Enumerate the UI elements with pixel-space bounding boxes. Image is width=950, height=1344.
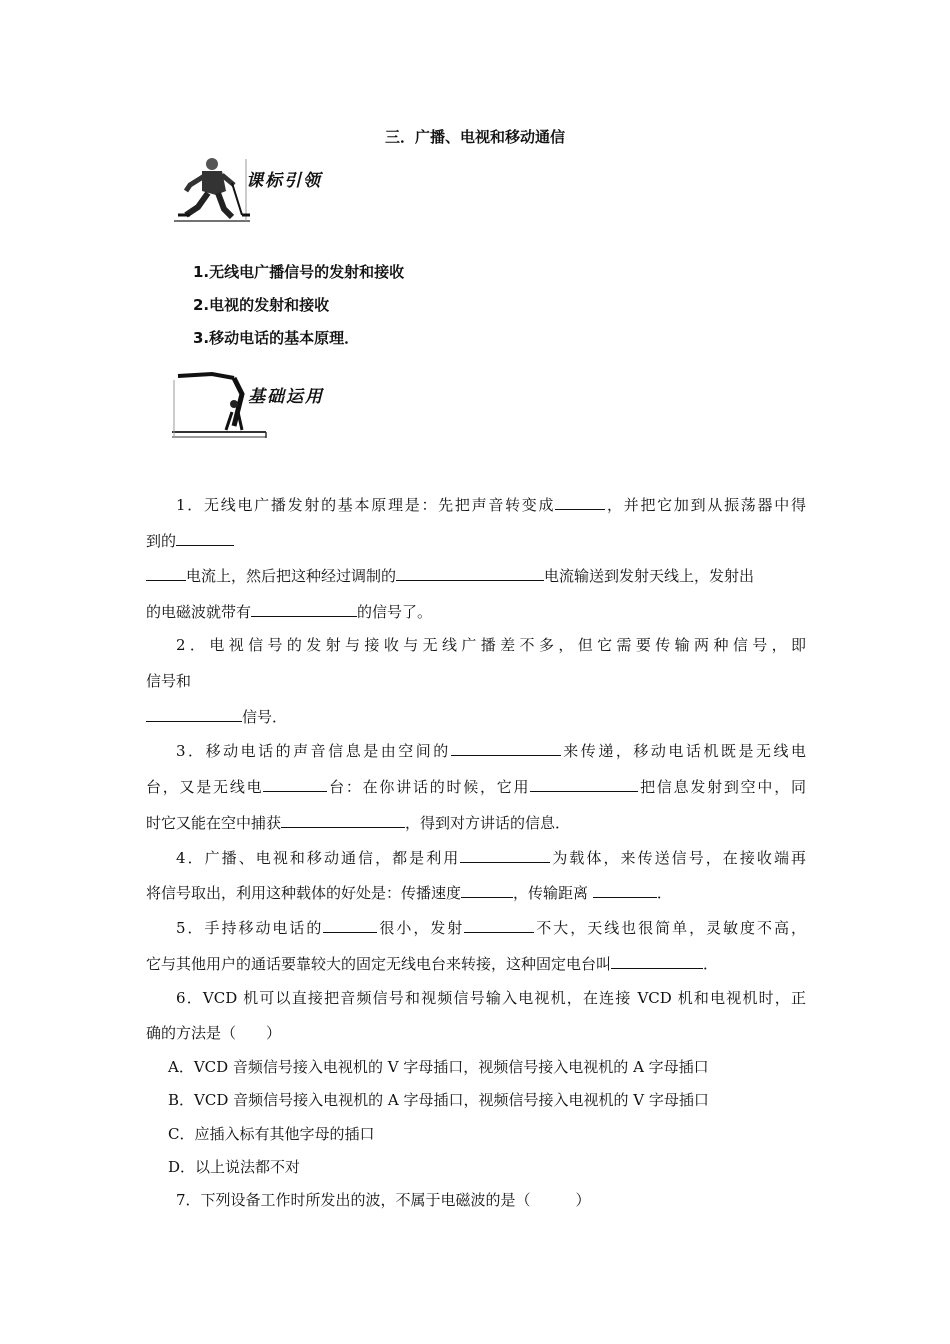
goal-item-1: 1.无线电广播信号的发射和接收	[193, 263, 405, 281]
q5-blank-2[interactable]	[464, 917, 534, 933]
q2-line3: 信号．	[146, 706, 287, 727]
q3-blank-1[interactable]	[451, 740, 561, 756]
banner-course-goals-label: 课标引领	[246, 171, 322, 191]
banner-basic-application	[172, 370, 352, 440]
q4-blank-1[interactable]	[460, 847, 550, 863]
q3-line2: 台，又是无线电 台：在你讲话的时候，它用 把信息发射到空中，同	[146, 778, 806, 796]
q1-blank-1[interactable]	[555, 494, 605, 510]
q2-line1: 2．电视信号的发射与接收与无线广播差不多，但它需要传输两种信号，即	[176, 636, 806, 654]
q1-blank-2b[interactable]	[146, 565, 186, 581]
q3-line3: 时它又能在空中捕获 ，得到对方讲话的信息．	[146, 814, 571, 832]
hockey-player-icon	[172, 155, 252, 227]
banner-basic-application-label: 基础运用	[248, 387, 324, 407]
q1-line1: 1．无线电广播发射的基本原理是：先把声音转变成 ，并把它加到从振荡器中得	[176, 496, 806, 514]
q5-blank-3[interactable]	[611, 953, 703, 969]
q5-blank-1[interactable]	[323, 917, 377, 933]
q6-line2: 确的方法是（ ）	[146, 1024, 282, 1042]
q3-blank-3[interactable]	[530, 776, 638, 792]
q7-line1: 7．下列设备工作时所发出的波，不属于电磁波的是（ ）	[176, 1191, 591, 1209]
q1-line3: 电流上，然后把这种经过调制的 电流输送到发射天线上，发射出	[146, 565, 754, 586]
q1-line2: 到的	[146, 530, 234, 551]
q3-line1: 3．移动电话的声音信息是由空间的 来传递，移动电话机既是无线电	[176, 742, 806, 760]
q4-blank-3[interactable]	[593, 882, 657, 898]
q4-line2: 将信号取出，利用这种载体的好处是：传播速度 ，传输距离 ．	[146, 884, 672, 902]
q1-line4: 的电磁波就带有 的信号了。	[146, 603, 433, 621]
q3-blank-4[interactable]	[281, 812, 405, 828]
banner-course-goals	[172, 155, 352, 227]
q4-line1: 4．广播、电视和移动通信，都是利用 为载体，来传送信号，在接收端再	[176, 849, 806, 867]
q6-option-d[interactable]: D．以上说法都不对	[168, 1158, 301, 1176]
q1-blank-4[interactable]	[251, 601, 357, 617]
page-title: 三．广播、电视和移动通信	[384, 128, 565, 146]
goal-item-2: 2.电视的发射和接收	[193, 296, 330, 314]
q2-blank-1[interactable]	[146, 706, 242, 722]
q2-line2: 信号和	[146, 672, 192, 690]
q5-line1: 5．手持移动电话的 很小，发射 不大，天线也很简单，灵敏度不高，	[176, 919, 806, 937]
q3-blank-2[interactable]	[263, 776, 327, 792]
q4-blank-2[interactable]	[461, 882, 513, 898]
q1-blank-3[interactable]	[396, 565, 544, 581]
q6-option-c[interactable]: C．应插入标有其他字母的插口	[168, 1125, 375, 1143]
q6-line1: 6．VCD 机可以直接把音频信号和视频信号输入电视机，在连接 VCD 机和电视机时，正	[176, 989, 806, 1007]
q6-option-a[interactable]: A．VCD 音频信号接入电视机的 V 字母插口，视频信号接入电视机的 A 字母插口	[168, 1058, 709, 1076]
goal-item-3: 3.移动电话的基本原理．	[193, 329, 360, 347]
q5-line2: 它与其他用户的通话要靠较大的固定无线电台来转接，这种固定电台叫 ．	[146, 955, 719, 973]
q6-option-b[interactable]: B．VCD 音频信号接入电视机的 A 字母插口，视频信号接入电视机的 V 字母插口	[168, 1091, 709, 1109]
q1-blank-2[interactable]	[176, 530, 234, 546]
